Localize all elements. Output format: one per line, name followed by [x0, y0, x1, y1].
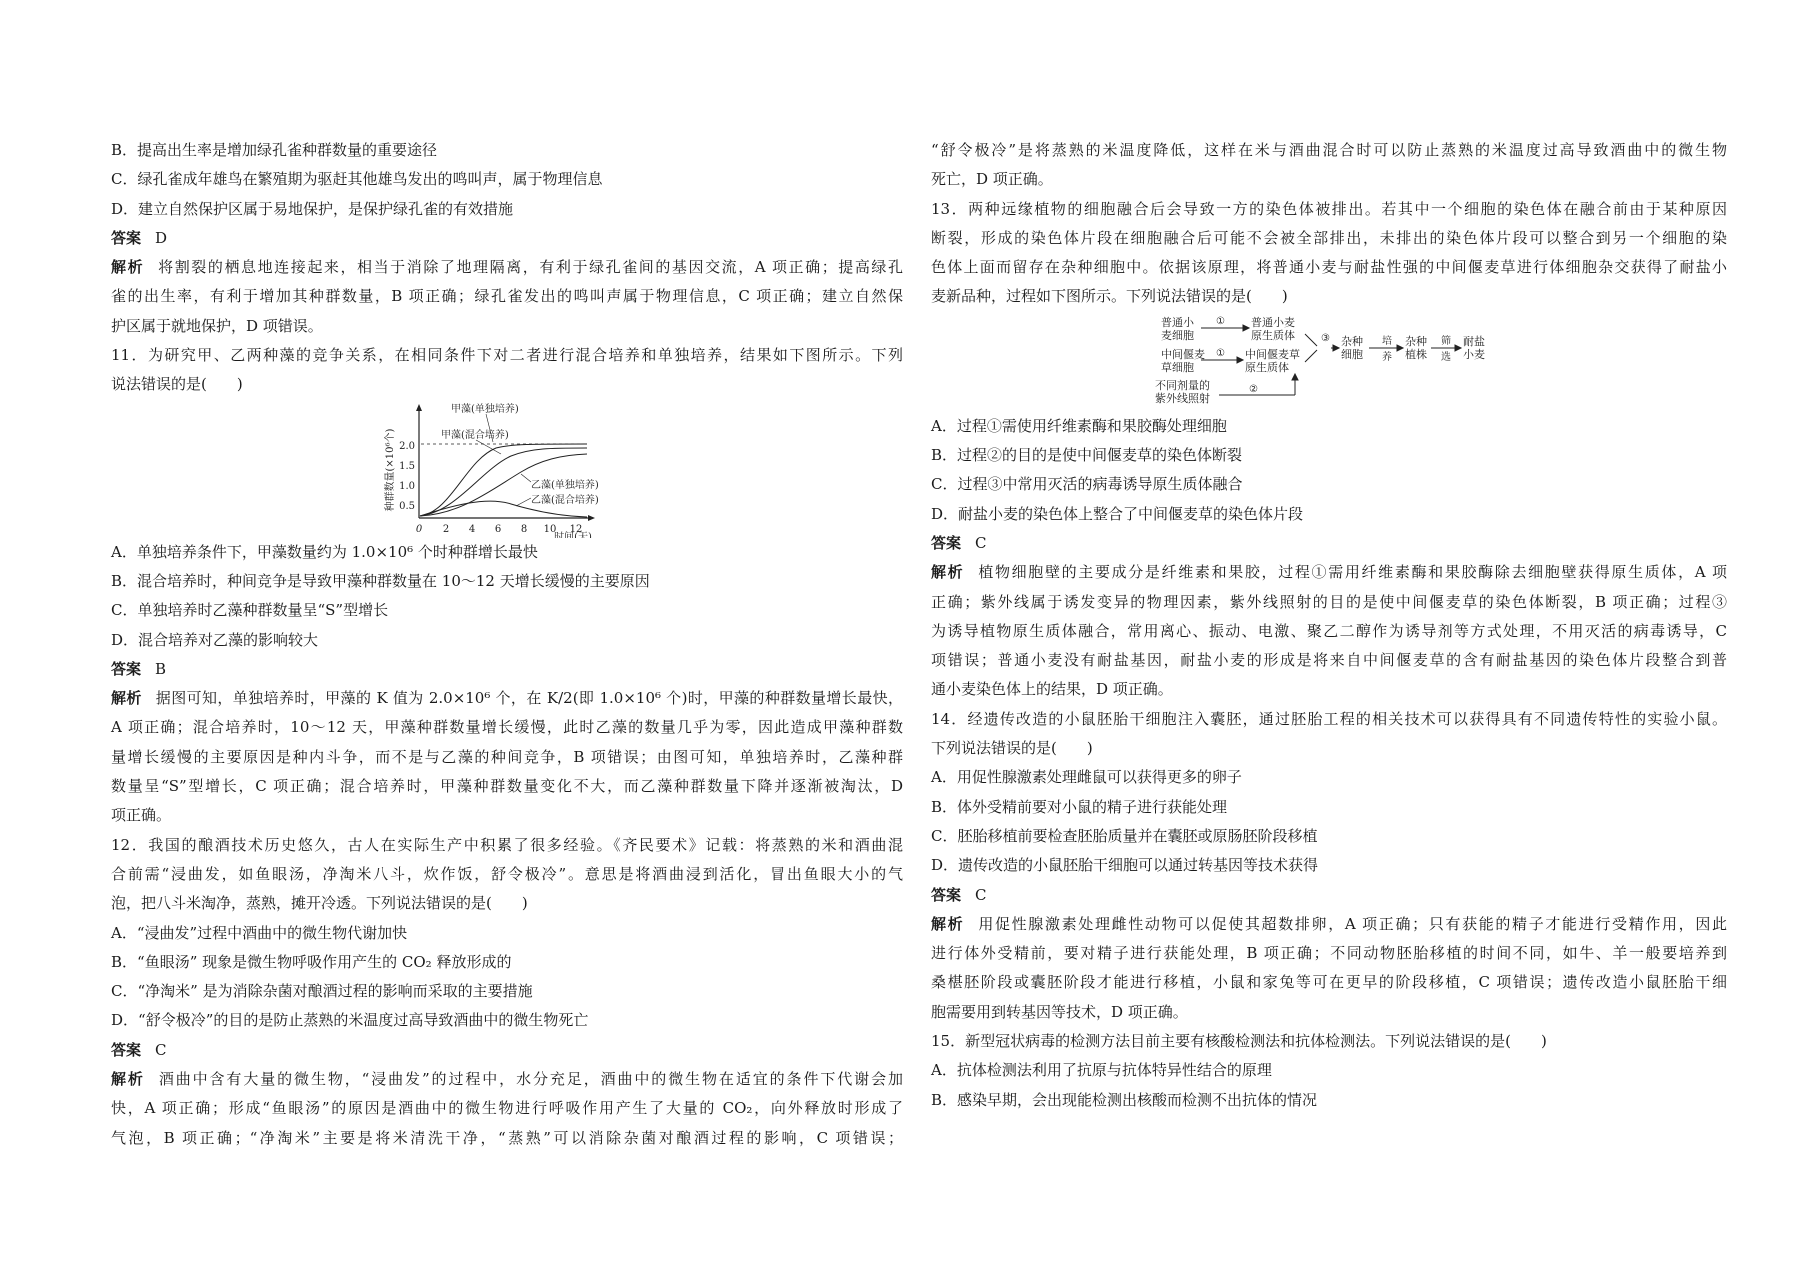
answer-value: C [155, 1040, 167, 1059]
q13-analysis-line: 通小麦染色体上的结果，D 项正确。 [931, 680, 1173, 699]
q11-analysis-line: A 项正确；混合培养时，10～12 天，甲藻种群数量增长缓慢，此时乙藻的数量几乎为零，因此造成甲藻种群数 [111, 718, 903, 737]
q11-analysis-line: 数量呈“S”型增长，C 项正确；混合培养时，甲藻种群数量变化不大，而乙藻种群数量下降并逐渐被淘汰，D [111, 777, 903, 796]
q15-option-b: B．感染早期，会出现能检测出核酸而检测不出抗体的情况 [931, 1090, 1318, 1109]
q14-analysis-line: 胞需要用到转基因等技术，D 项正确。 [931, 1002, 1188, 1021]
q11-stem: 说法错误的是( ) [111, 375, 243, 394]
q13-analysis-line: 正确；紫外线属于诱发变异的物理因素，紫外线照射的目的是使中间偃麦草的染色体断裂，B 项正确；过程③ [931, 592, 1727, 611]
screen-label: 筛 [1441, 335, 1451, 347]
q10-analysis-line: 解析 将割裂的栖息地连接起来，相当于消除了地理隔离，有利于绿孔雀间的基因交流，A 项正确；提高绿孔 [111, 258, 903, 277]
q14-analysis-line: 桑椹胚阶段或囊胚阶段才能进行移植，小鼠和家兔等可在更早的阶段移植，C 项错误；遗传改造小鼠胚胎干细 [931, 973, 1727, 992]
q14-option-d: D．遗传改造的小鼠胚胎干细胞可以通过转基因等技术获得 [931, 856, 1319, 875]
q11-figure [111, 400, 903, 538]
series-label: 甲藻(混合培养) [441, 429, 509, 441]
grass-cell: 中间偃麦 [1161, 347, 1205, 361]
q11-option-b: B．混合培养时，种间竞争是导致甲藻种群数量在 10～12 天增长缓慢的主要原因 [111, 571, 650, 590]
x-tick: 12 [569, 523, 583, 535]
q10-analysis-line: 护区属于就地保护，D 项错误。 [111, 316, 323, 335]
x-tick: 10 [543, 523, 557, 535]
svg-text:紫外线照射: 紫外线照射 [1155, 391, 1210, 405]
q14-analysis-line: 解析 用促性腺激素处理雌性动物可以促使其超数排卵，A 项正确；只有获能的精子才能进行受精作用，因此 [931, 914, 1727, 933]
x-tick: 8 [520, 523, 528, 535]
wheat-cell: 普通小 [1161, 315, 1194, 329]
hybrid-plant: 杂种 [1405, 334, 1427, 348]
q13-option-a: A．过程①需使用纤维素酶和果胶酶处理细胞 [931, 416, 1227, 435]
svg-text:麦细胞: 麦细胞 [1161, 328, 1194, 342]
q14-stem: 14．经遗传改造的小鼠胚胎干细胞注入囊胚，通过胚胎工程的相关技术可以获得具有不同遗传特性的实验小鼠。 [931, 709, 1727, 728]
q13-option-b: B．过程②的目的是使中间偃麦草的染色体断裂 [931, 446, 1243, 465]
q11-stem: 11．为研究甲、乙两种藻的竞争关系，在相同条件下对二者进行混合培养和单独培养，结果如下图所示。下列 [111, 346, 903, 365]
step-1-label: ① [1216, 315, 1225, 327]
q12-option-b: B．“鱼眼汤” 现象是微生物呼吸作用产生的 CO₂ 释放形成的 [111, 952, 512, 971]
series-label: 乙藻(单独培养) [531, 479, 599, 491]
q13-analysis-line: 项错误；普通小麦没有耐盐基因，耐盐小麦的形成是将来自中间偃麦草的含有耐盐基因的染色体片段整合到普 [931, 651, 1727, 670]
q14-stem: 下列说法错误的是( ) [931, 739, 1093, 758]
q11-analysis-line: 量增长缓慢的主要原因是种内斗争，而不是与乙藻的种间竞争，B 项错误；由图可知，单独培养时，乙藻种群 [111, 747, 903, 766]
series-label: 甲藻(单独培养) [451, 403, 519, 415]
q13-stem: 麦新品种，过程如下图所示。下列说法错误的是( ) [931, 287, 1288, 306]
q12-analysis-line: 解析 酒曲中含有大量的微生物，“浸曲发”的过程中，水分充足，酒曲中的微生物在适宜的条件下代谢会加 [111, 1070, 903, 1089]
q10-option-c: C．绿孔雀成年雄鸟在繁殖期为驱赶其他雄鸟发出的鸣叫声，属于物理信息 [111, 170, 603, 189]
q12-stem: 泡，把八斗米淘净，蒸熟，摊开冷透。下列说法错误的是( ) [111, 894, 528, 913]
q13-option-d: D．耐盐小麦的染色体上整合了中间偃麦草的染色体片段 [931, 504, 1304, 523]
left-column [111, 136, 903, 1153]
x-tick: 2 [442, 523, 450, 535]
grass-protoplast: 中间偃麦草 [1245, 347, 1300, 361]
hybrid-cell: 杂种 [1341, 334, 1363, 348]
y-axis-label: 种群数量(×10⁶个) [385, 428, 396, 512]
analysis-label: 解析 [111, 689, 142, 708]
answer-value: B [155, 659, 167, 678]
q12-answer [111, 1036, 903, 1065]
q12-analysis-line: 气泡，B 项正确；“净淘米”主要是将米清洗干净，“蒸熟”可以消除杂菌对酿酒过程的影响，C 项错误； [111, 1128, 903, 1147]
right-column [931, 136, 1727, 1115]
q13-analysis-line: 解析 植物细胞壁的主要成分是纤维素和果胶，过程①需用纤维素酶和果胶酶除去细胞壁获得原生质体，A 项 [931, 563, 1727, 582]
q12-stem: 合前需“浸曲发，如鱼眼汤，净淘米八斗，炊作饭，舒令极冷”。意思是将酒曲浸到活化，冒出鱼眼大小的气 [111, 864, 903, 883]
q11-analysis-line: 项正确。 [111, 806, 172, 825]
y-tick: 1.0 [399, 480, 415, 492]
svg-text:草细胞: 草细胞 [1161, 360, 1194, 374]
svg-text:细胞: 细胞 [1341, 347, 1363, 361]
q14-answer [931, 881, 1727, 910]
q13-stem: 断裂，形成的染色体片段在细胞融合后可能不会被全部排出，未排出的染色体片段可以整合到另一个细胞的染 [931, 228, 1727, 247]
svg-text:小麦: 小麦 [1463, 347, 1485, 361]
answer-label: 答案 [111, 228, 142, 247]
q11-option-c: C．单独培养时乙藻种群数量呈“S”型增长 [111, 601, 389, 620]
svg-text:选: 选 [1441, 351, 1451, 363]
q12-analysis-line: 快，A 项正确；形成“鱼眼汤”的原因是酒曲中的微生物进行呼吸作用产生了大量的 CO₂，向外释放时形成了 [111, 1099, 903, 1118]
analysis-label: 解析 [931, 563, 965, 582]
step-2-label: ② [1249, 383, 1258, 395]
answer-value: D [155, 228, 168, 247]
step-3-label: ③ [1321, 332, 1330, 344]
x-tick: 6 [494, 523, 502, 535]
answer-label: 答案 [931, 533, 962, 552]
series-label: 乙藻(混合培养) [531, 494, 599, 506]
q13-figure [931, 312, 1727, 412]
q12-option-c: C．“净淘米” 是为消除杂菌对酿酒过程的影响而采取的主要措施 [111, 982, 533, 1001]
x-tick: 0 [415, 523, 423, 535]
answer-value: C [975, 885, 987, 904]
q12-option-a: A．“浸曲发”过程中酒曲中的微生物代谢加快 [111, 923, 408, 942]
svg-text:原生质体: 原生质体 [1245, 360, 1289, 374]
q12-option-d: D．“舒令极冷”的目的是防止蒸熟的米温度过高导致酒曲中的微生物死亡 [111, 1011, 589, 1030]
answer-value: C [975, 533, 987, 552]
x-tick: 4 [468, 523, 476, 535]
q10-option-d: D．建立自然保护区属于易地保护，是保护绿孔雀的有效措施 [111, 199, 514, 218]
q10-analysis-line: 雀的出生率，有利于增加其种群数量，B 项正确；绿孔雀发出的鸣叫声属于物理信息，C 项正确；建立自然保 [111, 287, 903, 306]
q12-analysis-cont: “舒令极冷”是将蒸熟的米温度降低，这样在米与酒曲混合时可以防止蒸熟的米温度过高导致酒曲中的微生物 [931, 141, 1727, 159]
q11-option-a: A．单独培养条件下，甲藻数量约为 1.0×10⁶ 个时种群增长最快 [111, 542, 538, 561]
svg-text:原生质体: 原生质体 [1251, 328, 1295, 342]
q15-option-a: A．抗体检测法利用了抗原与抗体特异性结合的原理 [931, 1061, 1272, 1080]
answer-label: 答案 [111, 1040, 142, 1059]
q14-option-a: A．用促性腺激素处理雌鼠可以获得更多的卵子 [931, 768, 1242, 787]
analysis-label: 解析 [931, 914, 965, 933]
q12-analysis-cont: 死亡，D 项正确。 [931, 170, 1053, 189]
q13-analysis-line: 为诱导植物原生质体融合，常用离心、振动、电激、聚乙二醇作为诱导剂等方式处理，不用灭活的病毒诱导，C [931, 621, 1727, 640]
q13-option-c: C．过程③中常用灭活的病毒诱导原生质体融合 [931, 475, 1243, 494]
wheat-protoplast: 普通小麦 [1251, 315, 1295, 329]
q12-stem: 12．我国的酿酒技术历史悠久，古人在实际生产中积累了很多经验。《齐民要术》记载：将蒸熟的米和酒曲混 [111, 835, 903, 854]
analysis-label: 解析 [111, 1070, 145, 1089]
q11-option-d: D．混合培养对乙藻的影响较大 [111, 630, 319, 649]
q10-option-b: B．提高出生率是增加绿孔雀种群数量的重要途径 [111, 141, 438, 159]
hybridization-flow-diagram [931, 312, 1727, 412]
y-tick: 2.0 [399, 440, 415, 452]
q14-analysis-line: 进行体外受精前，要对精子进行获能处理，B 项正确；不同动物胚胎移植的时间不同，如牛、羊一般要培养到 [931, 944, 1727, 963]
salt-tolerant-wheat: 耐盐 [1463, 334, 1485, 348]
y-tick: 0.5 [399, 500, 415, 512]
culture-label: 培 [1382, 335, 1392, 347]
q13-stem: 色体上面而留存在杂种细胞中。依据该原理，将普通小麦与耐盐性强的中间偃麦草进行体细胞杂交获得了耐盐小 [931, 258, 1727, 277]
svg-text:植株: 植株 [1405, 347, 1427, 361]
algae-growth-chart [111, 400, 903, 538]
q13-answer [931, 529, 1727, 558]
svg-text:养: 养 [1382, 351, 1392, 363]
analysis-label: 解析 [111, 258, 145, 277]
q14-option-c: C．胚胎移植前要检查胚胎质量并在囊胚或原肠胚阶段移植 [931, 826, 1318, 845]
q11-analysis-line: 解析 据图可知，单独培养时，甲藻的 K 值为 2.0×10⁶ 个，在 K/2(即 1.0×10⁶ 个)时，甲藻的种群数量增长最快， [111, 689, 903, 708]
uv-treatment: 不同剂量的 [1155, 378, 1210, 392]
step-1-label: ① [1216, 347, 1225, 359]
q10-answer [111, 224, 903, 253]
q11-answer [111, 655, 903, 684]
q13-stem: 13．两种远缘植物的细胞融合后会导致一方的染色体被排出。若其中一个细胞的染色体在融合前由于某种原因 [931, 199, 1727, 218]
x-axis-label: 时间(天) [554, 531, 592, 538]
q14-option-b: B．体外受精前要对小鼠的精子进行获能处理 [931, 797, 1228, 816]
answer-label: 答案 [111, 659, 142, 678]
y-tick: 1.5 [399, 460, 415, 472]
answer-label: 答案 [931, 885, 962, 904]
q15-stem: 15．新型冠状病毒的检测方法目前主要有核酸检测法和抗体检测法。下列说法错误的是( ) [931, 1032, 1547, 1051]
